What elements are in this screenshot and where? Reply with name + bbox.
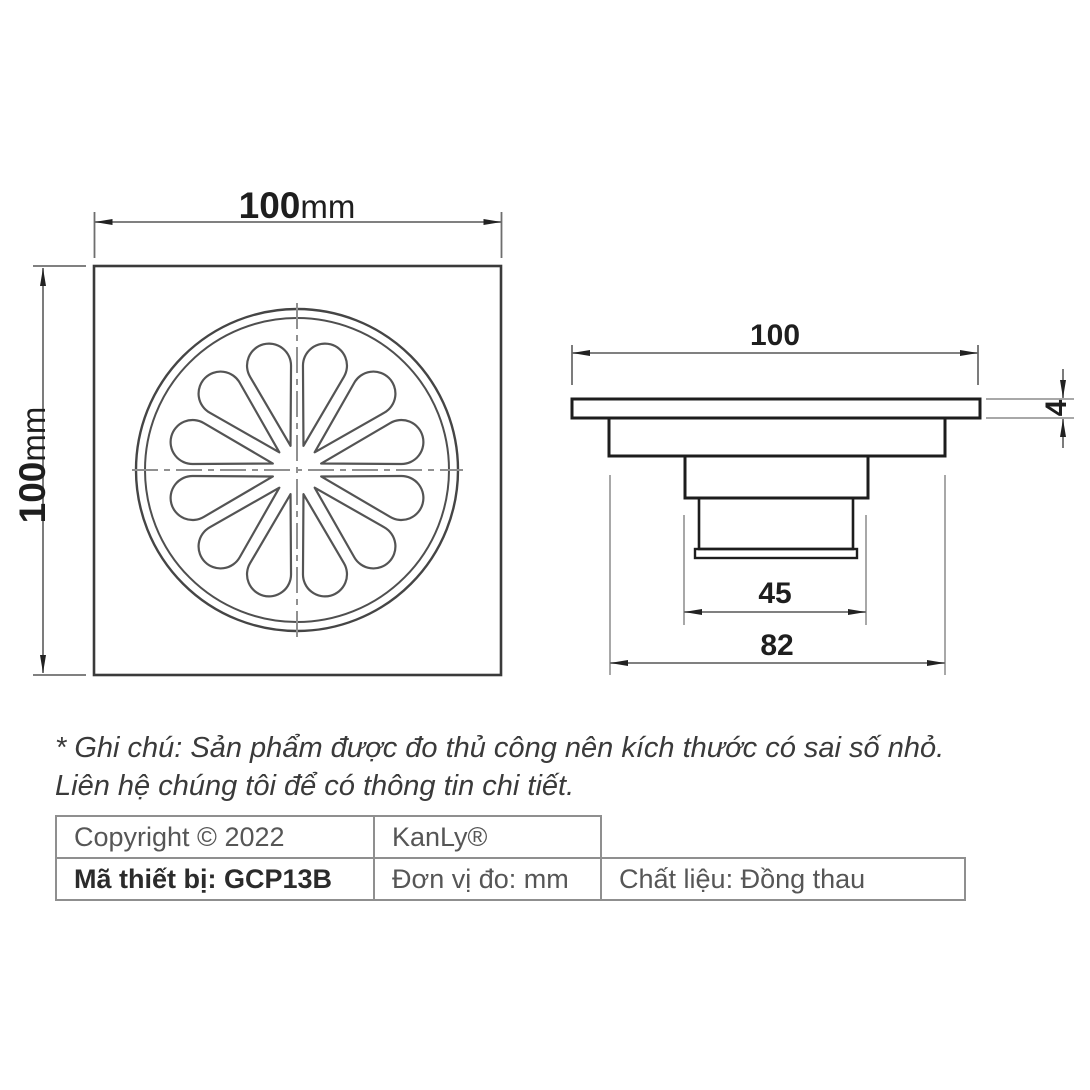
side-width-dimension	[572, 319, 978, 385]
device-code-cell: Mã thiết bị: GCP13B	[55, 857, 375, 901]
grate-petal-slot	[299, 472, 404, 577]
outlet-width-dimension	[684, 515, 866, 625]
grate-petal-slot	[242, 488, 312, 601]
side-top-flange	[572, 399, 980, 418]
front-view	[12, 185, 502, 675]
grate-petal-slot	[242, 339, 312, 452]
front-height-label: 100mm	[12, 406, 53, 524]
side-view	[572, 319, 1074, 675]
info-table-row-2	[55, 857, 966, 901]
grate-petal-slot	[315, 415, 428, 485]
grate-petal-slot	[282, 488, 352, 601]
outlet-width-label: 45	[758, 577, 792, 610]
front-width-dimension	[95, 185, 502, 258]
info-table-row-1	[55, 815, 966, 859]
body-width-label: 82	[760, 629, 794, 662]
side-outlet-lip	[695, 549, 857, 558]
grate-petal-slot	[315, 455, 428, 525]
grate-petal-slot	[282, 339, 352, 452]
plate-thickness-label: 4	[1040, 399, 1073, 417]
brand-cell: KanLy®	[373, 815, 602, 859]
measure-unit-cell: Đơn vị đo: mm	[373, 857, 602, 901]
measurement-note	[55, 729, 1015, 805]
grate-petal-slot	[299, 362, 404, 467]
side-neck-tier	[685, 456, 868, 498]
grate-petal-slot	[189, 362, 294, 467]
info-table	[55, 815, 966, 901]
note-line-2: Liên hệ chúng tôi để có thông tin chi tiết.	[55, 770, 575, 802]
plate-thickness-dimension	[986, 369, 1074, 448]
grate-petal-slot	[189, 472, 294, 577]
front-width-label: 100mm	[238, 185, 356, 226]
note-line-1: * Ghi chú: Sản phẩm được đo thủ công nên kích thước có sai số nhỏ.	[55, 732, 945, 764]
material-cell: Chất liệu: Đồng thau	[600, 857, 966, 901]
body-width-dimension	[610, 475, 945, 675]
copyright-cell: Copyright © 2022	[55, 815, 375, 859]
side-width-label: 100	[749, 319, 801, 352]
front-height-dimension	[12, 266, 86, 675]
grate-petal-slot	[166, 455, 279, 525]
side-outlet-pipe	[699, 498, 853, 549]
side-body-tier	[609, 418, 945, 456]
grate-petal-slot	[166, 415, 279, 485]
